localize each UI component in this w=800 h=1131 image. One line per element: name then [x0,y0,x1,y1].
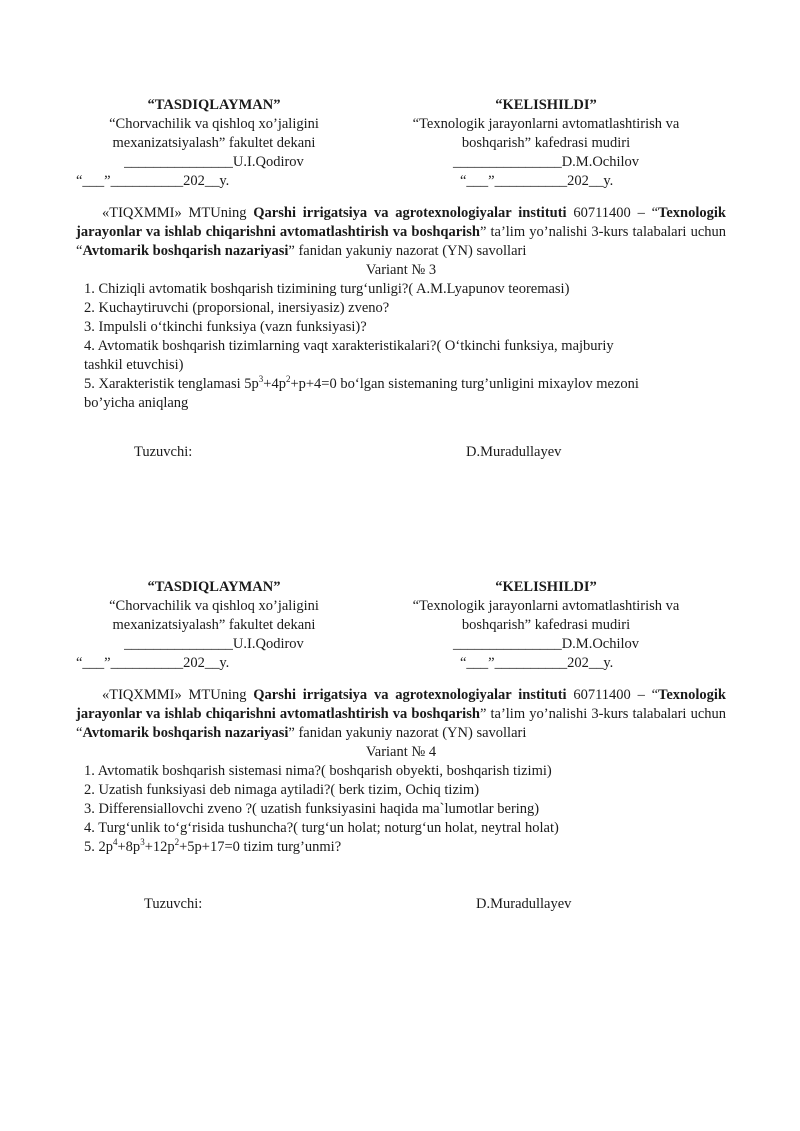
intro-text: ” ta’lim yo’nalishi 3-kurs talabalari uchun “ [76,706,726,741]
intro-text: «TIQXMMI» MTUning [102,205,254,221]
exponent: 2 [285,374,291,385]
question-item [76,838,726,857]
variant-title: Variant № 4 [365,744,437,760]
department-line-1: “Texnologik jarayonlarni avtomatlashtirish va [412,598,680,614]
direction-name: Texnologik jarayonlar va ishlab chiqarishni avtomatlashtirish va boshqarish [76,205,726,240]
question-item: 1. Chiziqli avtomatik boshqarish tizimining turg‘unligi?( A.M.Lyapunov teoremasi) [84,281,570,297]
question-item [76,375,726,394]
agreement-title: “KELISHILDI” [495,579,597,595]
intro-text: ” fanidan yakuniy nazorat (YN) savollari [288,243,527,259]
approval-title: “TASDIQLAYMAN” [147,97,281,113]
dean-signature-line: _______________U.I.Qodirov [124,636,304,652]
question-item: 3. Differensiallovchi zveno ?( uzatish funksiyasini haqida ma`lumotlar bering) [84,801,540,817]
question-item: 2. Uzatish funksiyasi deb nimaga aytiladi?( berk tizim, Ochiq tizim) [84,782,480,798]
approval-block-dean [76,96,352,191]
exponent: 4 [113,837,118,848]
question-item-continued: bo’yicha aniqlang [84,395,189,411]
head-signature-line: _______________D.M.Ochilov [452,636,640,652]
question-item-continued: tashkil etuvchisi) [84,357,184,373]
approval-title: “TASDIQLAYMAN” [147,579,281,595]
faculty-line-2: mexanizatsiyalash” fakultet dekani [112,617,316,633]
intro-text: ” ta’lim yo’nalishi 3-kurs talabalari uchun “ [76,224,726,259]
question-item: 2. Kuchaytiruvchi (proporsional, inersiyasiz) zveno? [84,300,390,316]
question-item: 4. Avtomatik boshqarish tizimlarning vaqt xarakteristikalari?( O‘tkinchi funksiya, majburiy [84,338,614,354]
agreement-title: “KELISHILDI” [495,97,597,113]
question-item: 4. Turg‘unlik to‘g‘risida tushuncha?( turg‘un holat; noturg‘un holat, neytral holat) [84,820,559,836]
approval-block-department [394,578,698,673]
intro-text: ” fanidan yakuniy nazorat (YN) savollari [288,725,527,741]
faculty-line-1: “Chorvachilik va qishloq xo’jaligini [109,598,319,614]
compiler-signature [76,443,726,463]
institute-name: Qarshi irrigatsiya va agrotexnologiyalar instituti [253,687,567,703]
compiler-name: D.Muradullayev [476,896,572,912]
equation-text: +12p [144,839,175,855]
dean-date-line: “___”__________202__y. [76,655,230,671]
intro-paragraph [76,686,726,743]
equation-text: +p+4=0 bo‘lgan sistemaning turg’unligini mixaylov mezoni [290,376,639,392]
equation-text: +8p [117,839,141,855]
dean-signature-line: _______________U.I.Qodirov [124,154,304,170]
intro-text: 60711400 – “ [566,687,659,703]
intro-text: 60711400 – “ [566,205,659,221]
question-list [76,280,726,413]
exam-sheet-variant-4 [76,578,726,915]
faculty-line-2: mexanizatsiyalash” fakultet dekani [112,135,316,151]
exam-sheet-variant-3 [76,96,726,463]
variant-title: Variant № 3 [365,262,437,278]
approval-header [76,96,726,192]
approval-header [76,578,726,674]
question-item: 3. Impulsli o‘tkinchi funksiya (vazn funksiyasi)? [84,319,367,335]
dean-date-line: “___”__________202__y. [76,173,230,189]
equation-text: 5. Xarakteristik tenglamasi 5p [84,376,259,392]
exponent: 3 [140,837,145,848]
equation-text: 5. 2p [84,839,113,855]
department-line-2: boshqarish” kafedrasi mudiri [461,617,631,633]
equation-text: +5p+17=0 tizim turg’unmi? [179,839,342,855]
institute-name: Qarshi irrigatsiya va agrotexnologiyalar instituti [253,205,567,221]
subject-name: Avtomarik boshqarish nazariyasi [82,725,289,741]
exponent: 3 [258,374,264,385]
question-list [76,762,726,857]
intro-text: «TIQXMMI» MTUning [102,687,254,703]
compiler-name: D.Muradullayev [466,444,562,460]
equation-text: +4p [263,376,286,392]
approval-block-dean [76,578,352,673]
compiler-label: Tuzuvchi: [134,444,193,460]
question-item: 1. Avtomatik boshqarish sistemasi nima?( boshqarish obyekti, boshqarish tizimi) [84,763,552,779]
approval-block-department [394,96,698,191]
subject-name: Avtomarik boshqarish nazariyasi [82,243,289,259]
direction-name: Texnologik jarayonlar va ishlab chiqarishni avtomatlashtirish va boshqarish [76,687,726,722]
head-date-line: “___”__________202__y. [460,173,614,189]
department-line-1: “Texnologik jarayonlarni avtomatlashtirish va [412,116,680,132]
compiler-signature [76,895,726,915]
faculty-line-1: “Chorvachilik va qishloq xo’jaligini [109,116,319,132]
compiler-label: Tuzuvchi: [144,896,203,912]
department-line-2: boshqarish” kafedrasi mudiri [461,135,631,151]
head-date-line: “___”__________202__y. [460,655,614,671]
intro-paragraph [76,204,726,261]
head-signature-line: _______________D.M.Ochilov [452,154,640,170]
exponent: 2 [174,837,180,848]
